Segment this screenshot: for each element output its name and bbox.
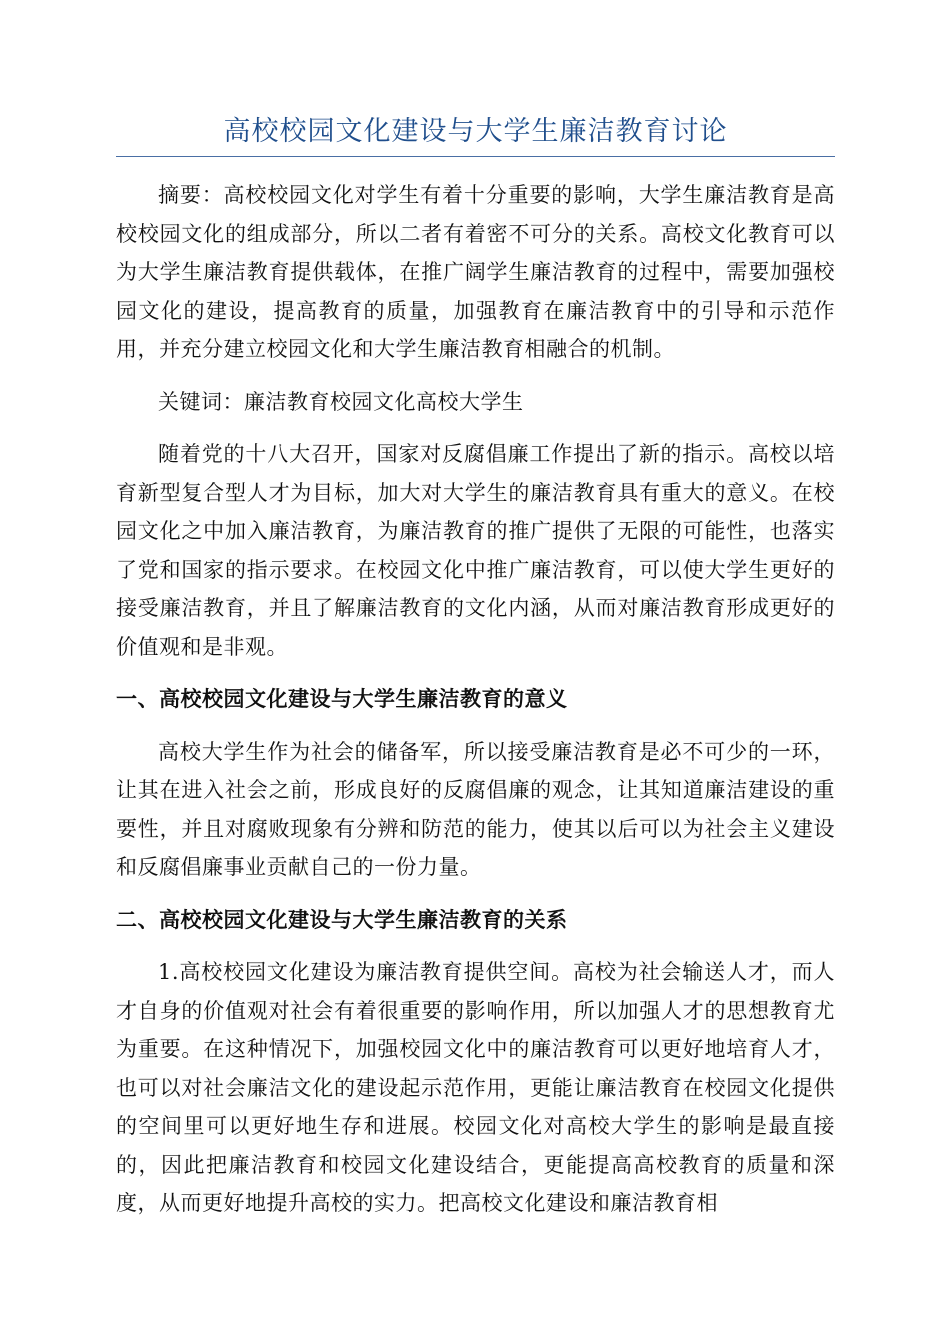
document-title: 高校校园文化建设与大学生廉洁教育讨论 [223, 116, 728, 147]
section-1-heading: 一、高校校园文化建设与大学生廉洁教育的意义 [116, 687, 568, 711]
intro-paragraph: 随着党的十八大召开，国家对反腐倡廉工作提出了新的指示。高校以培育新型复合型人才为目标，加大对大学生的廉洁教育具有重大的意义。在校园文化之中加入廉洁教育，为廉洁教育的推广提供了无限的可能性，也落实了党和国家的指示要求。在校园文化中推广廉洁教育，可以使大学生更好的接受廉洁教育，并且了解廉洁教育的文化内涵，从而对廉洁教育形成更好的价值观和是非观。 [116, 442, 835, 659]
section-1-paragraph: 高校大学生作为社会的储备军，所以接受廉洁教育是必不可少的一环，让其在进入社会之前，形成良好的反腐倡廉的观念，让其知道廉洁建设的重要性，并且对腐败现象有分辨和防范的能力，使其以后可以为社会主义建设和反腐倡廉事业贡献自己的一份力量。 [116, 739, 835, 879]
keywords-paragraph: 关键词：廉洁教育校园文化高校大学生 [158, 389, 524, 414]
abstract-paragraph: 摘要：高校校园文化对学生有着十分重要的影响，大学生廉洁教育是高校校园文化的组成部分，所以二者有着密不可分的关系。高校文化教育可以为大学生廉洁教育提供载体，在推广阔学生廉洁教育的过程中，需要加强校园文化的建设，提高教育的质量，加强教育在廉洁教育中的引导和示范作用，并充分建立校园文化和大学生廉洁教育相融合的机制。 [116, 183, 835, 361]
section-2-paragraph: 1.高校校园文化建设为廉洁教育提供空间。高校为社会输送人才，而人才自身的价值观对社会有着很重要的影响作用，所以加强人才的思想教育尤为重要。在这种情况下，加强校园文化中的廉洁教育可以更好地培育人才，也可以对社会廉洁文化的建设起示范作用，更能让廉洁教育在校园文化提供的空间里可以更好地生存和进展。校园文化对高校大学生的影响是最直接的，因此把廉洁教育和校园文化建设结合，更能提高高校教育的质量和深度，从而更好地提升高校的实力。把高校文化建设和廉洁教育相 [116, 960, 835, 1215]
document-body [116, 176, 835, 1237]
title-block [116, 112, 835, 157]
section-2-heading: 二、高校校园文化建设与大学生廉洁教育的关系 [116, 907, 568, 932]
